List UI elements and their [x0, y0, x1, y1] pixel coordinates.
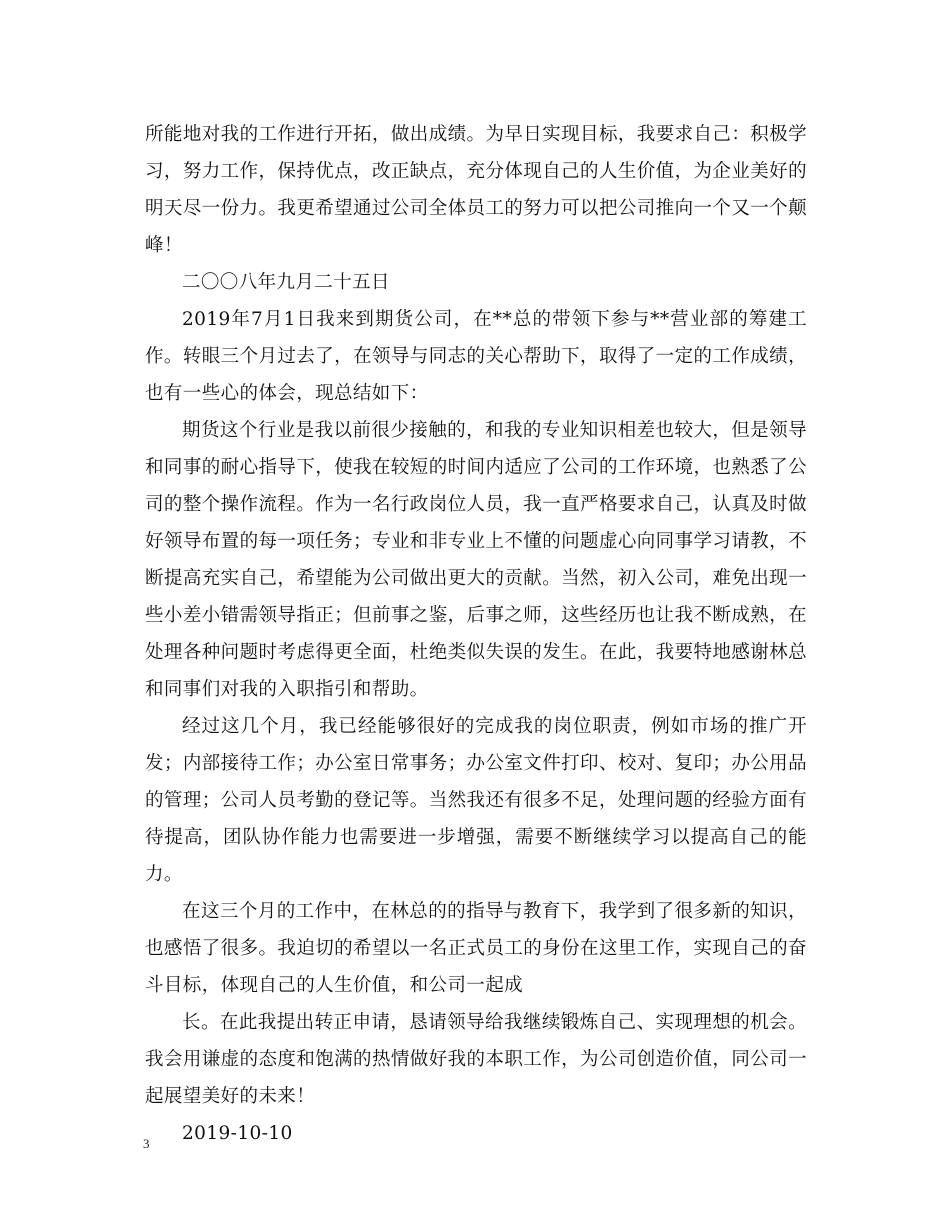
paragraph-date-chinese: 二〇〇八年九月二十五日	[182, 272, 390, 293]
paragraph-experience: 期货这个行业是我以前很少接触的，和我的专业知识相差也较大，但是领导和同事的耐心指导下，使我在较短的时间内适应了公司的工作环境，也熟悉了公司的整个操作流程。作为一名行政岗位人员，我一直严格要求自己，认真及时做好领导布置的每一项任务；专业和非专业上不懂的问题虚心向同事学习请教，不断提高充实自己，希望能为公司做出更大的贡献。当然，初入公司，难免出现一些小差小错需领导指正；但前事之鉴，后事之师，这些经历也让我不断成熟，在处理各种问题时考虑得更全面，杜绝类似失误的发生。在此，我要特地感谢林总和同事们对我的入职指引和帮助。	[145, 420, 807, 700]
paragraph-duties: 经过这几个月，我已经能够很好的完成我的岗位职责，例如市场的推广开发；内部接待工作；办公室日常事务；办公室文件打印、校对、复印；办公用品的管理；公司人员考勤的登记等。当然我还有很多不足，处理问题的经验方面有待提高，团队协作能力也需要进一步增强，需要不断继续学习以提高自己的能力。	[145, 716, 807, 885]
paragraph-learning: 在这三个月的工作中，在林总的的指导与教育下，我学到了很多新的知识，也感悟了很多。我迫切的希望以一名正式员工的身份在这里工作，实现自己的奋斗目标，体现自己的人生价值，和公司一起成	[145, 901, 807, 996]
document-body	[145, 116, 807, 1152]
page-number: 3	[143, 1136, 150, 1151]
paragraph-application: 长。在此我提出转正申请，恳请领导给我继续锻炼自己、实现理想的机会。我会用谦虚的态度和饱满的热情做好我的本职工作，为公司创造价值，同公司一起展望美好的未来！	[145, 1012, 807, 1107]
paragraph-intro: 2019年7月1日我来到期货公司，在**总的带领下参与**营业部的筹建工作。转眼三个月过去了，在领导与同志的关心帮助下，取得了一定的工作成绩，也有一些心的体会，现总结如下：	[145, 309, 807, 404]
paragraph-continuation: 所能地对我的工作进行开拓，做出成绩。为早日实现目标，我要求自己：积极学习，努力工作，保持优点，改正缺点，充分体现自己的人生价值，为企业美好的明天尽一份力。我更希望通过公司全体员工的努力可以把公司推向一个又一个颠峰！	[145, 124, 807, 256]
paragraph-signature-date: 2019-10-10	[182, 1123, 293, 1144]
